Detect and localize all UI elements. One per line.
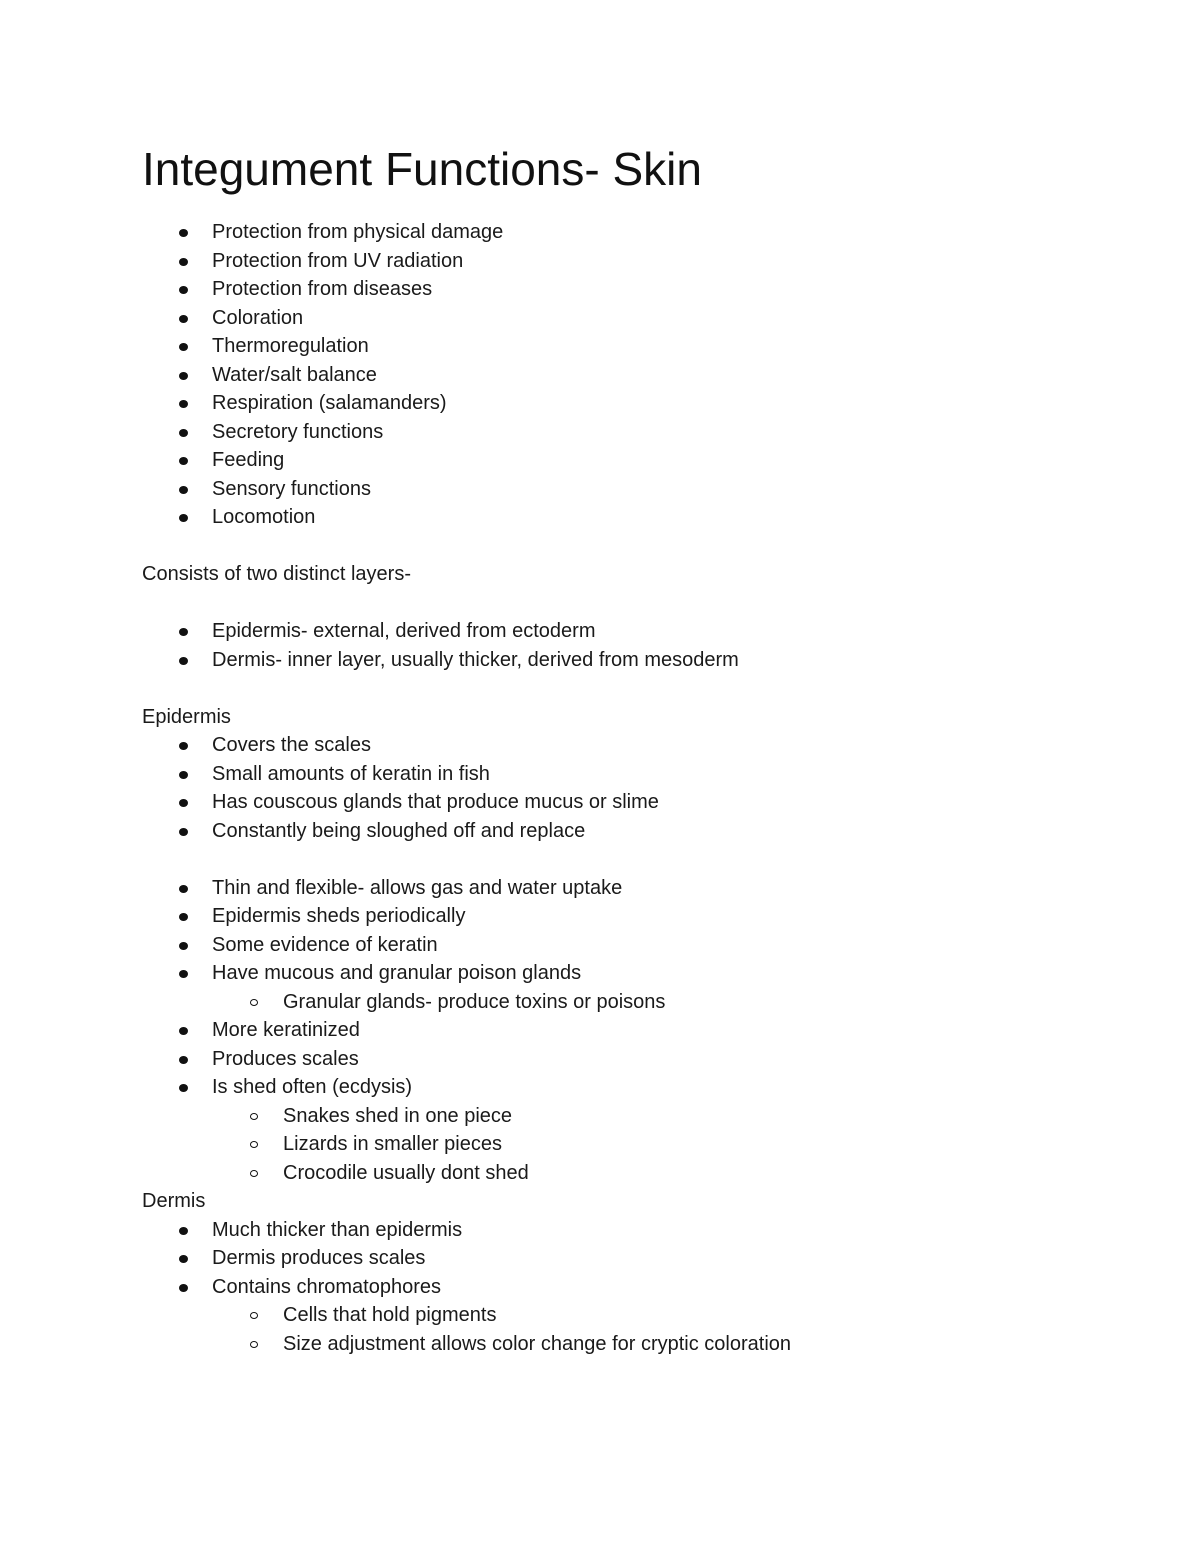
sub-list-item xyxy=(142,988,1102,1017)
spacer xyxy=(142,674,1102,703)
list-item-text: Cells that hold pigments xyxy=(283,1304,497,1326)
list-item-text: Lizards in smaller pieces xyxy=(283,1133,502,1155)
bullet-icon xyxy=(179,913,188,921)
circle-bullet-icon xyxy=(250,1141,258,1148)
list-item xyxy=(142,247,1102,276)
sub-list-item xyxy=(142,1130,1102,1159)
list-item-text: Protection from physical damage xyxy=(212,221,504,243)
layers-list xyxy=(142,617,1102,674)
list-item xyxy=(142,1073,1102,1102)
bullet-icon xyxy=(179,828,188,836)
list-item-text: Produces scales xyxy=(212,1047,359,1070)
list-item-text: Covers the scales xyxy=(212,734,371,756)
bullet-icon xyxy=(179,429,188,437)
bullet-icon xyxy=(179,258,188,266)
list-item xyxy=(142,931,1102,960)
list-item-text: Is shed often (ecdysis) xyxy=(212,1076,413,1098)
bullet-icon xyxy=(179,486,188,494)
bullet-icon xyxy=(179,400,188,408)
list-item-text: Dermis produces scales xyxy=(212,1247,426,1269)
circle-bullet-icon xyxy=(250,1341,258,1348)
list-item-text: Sensory functions xyxy=(212,477,371,500)
spacer xyxy=(142,589,1102,618)
spacer xyxy=(142,845,1102,874)
list-item-text: Respiration (salamanders) xyxy=(212,392,447,414)
list-item-text: Crocodile usually dont shed xyxy=(283,1161,529,1184)
list-item-text: Granular glands- produce toxins or poisons xyxy=(283,990,666,1013)
list-item xyxy=(142,1273,1102,1302)
bullet-icon xyxy=(179,885,188,893)
circle-bullet-icon xyxy=(250,1113,258,1120)
dermis-heading: Dermis xyxy=(142,1190,206,1212)
list-item xyxy=(142,788,1102,817)
list-item-text: Some evidence of keratin xyxy=(212,933,438,956)
layers-intro: Consists of two distinct layers- xyxy=(142,563,411,585)
list-item-text: Thermoregulation xyxy=(212,335,369,357)
list-item xyxy=(142,218,1102,247)
functions-list xyxy=(142,218,1102,532)
list-item-text: Have mucous and granular poison glands xyxy=(212,962,582,984)
list-item xyxy=(142,646,1102,675)
bullet-icon xyxy=(179,514,188,522)
list-item-text: Epidermis- external, derived from ectoderm xyxy=(212,620,596,642)
list-item xyxy=(142,902,1102,931)
bullet-icon xyxy=(179,742,188,750)
list-item xyxy=(142,1216,1102,1245)
page-title: Integument Functions- Skin xyxy=(142,143,702,195)
list-item-text: Dermis- inner layer, usually thicker, derived from mesoderm xyxy=(212,648,739,671)
list-item-text: Snakes shed in one piece xyxy=(283,1104,513,1127)
list-item-text: Secretory functions xyxy=(212,420,384,443)
list-item-text: More keratinized xyxy=(212,1019,360,1041)
bullet-icon xyxy=(179,771,188,779)
epidermis-amphibians-list xyxy=(142,874,1102,1188)
list-item xyxy=(142,617,1102,646)
bullet-icon xyxy=(179,286,188,294)
circle-bullet-icon xyxy=(250,1312,258,1319)
list-item xyxy=(142,817,1102,846)
list-item-text: Feeding xyxy=(212,449,285,471)
bullet-icon xyxy=(179,1284,188,1292)
list-item xyxy=(142,1016,1102,1045)
circle-bullet-icon xyxy=(250,999,258,1006)
list-item xyxy=(142,503,1102,532)
bullet-icon xyxy=(179,799,188,807)
bullet-icon xyxy=(179,343,188,351)
bullet-icon xyxy=(179,229,188,237)
bullet-icon xyxy=(179,628,188,636)
list-item xyxy=(142,418,1102,447)
bullet-icon xyxy=(179,457,188,465)
list-item xyxy=(142,760,1102,789)
list-item xyxy=(142,1045,1102,1074)
bullet-icon xyxy=(179,1084,188,1092)
list-item xyxy=(142,446,1102,475)
list-item-text: Water/salt balance xyxy=(212,363,377,386)
list-item xyxy=(142,304,1102,333)
sub-list-item xyxy=(142,1102,1102,1131)
list-item-text: Thin and flexible- allows gas and water uptake xyxy=(212,876,623,899)
bullet-icon xyxy=(179,657,188,665)
list-item xyxy=(142,1244,1102,1273)
list-item-text: Constantly being sloughed off and replace xyxy=(212,819,586,842)
list-item-text: Coloration xyxy=(212,306,304,329)
spacer xyxy=(142,532,1102,561)
bullet-icon xyxy=(179,1027,188,1035)
sub-list-item xyxy=(142,1330,1102,1359)
bullet-icon xyxy=(179,372,188,380)
list-item xyxy=(142,275,1102,304)
epidermis-fish-list xyxy=(142,731,1102,845)
list-item-text: Contains chromatophores xyxy=(212,1275,442,1298)
list-item-text: Epidermis sheds periodically xyxy=(212,905,466,927)
sub-list-item xyxy=(142,1159,1102,1188)
epidermis-heading: Epidermis xyxy=(142,705,231,728)
bullet-icon xyxy=(179,970,188,978)
list-item-text: Protection from UV radiation xyxy=(212,249,464,272)
list-item xyxy=(142,332,1102,361)
bullet-icon xyxy=(179,942,188,950)
list-item xyxy=(142,475,1102,504)
list-item-text: Has couscous glands that produce mucus or slime xyxy=(212,791,659,813)
circle-bullet-icon xyxy=(250,1170,258,1177)
list-item-text: Protection from diseases xyxy=(212,278,433,300)
list-item-text: Much thicker than epidermis xyxy=(212,1218,463,1241)
list-item-text: Size adjustment allows color change for cryptic coloration xyxy=(283,1332,792,1355)
bullet-icon xyxy=(179,1255,188,1263)
sub-list-item xyxy=(142,1301,1102,1330)
list-item xyxy=(142,361,1102,390)
bullet-icon xyxy=(179,1227,188,1235)
dermis-list xyxy=(142,1216,1102,1359)
document-page xyxy=(142,140,1102,1358)
list-item xyxy=(142,959,1102,988)
bullet-icon xyxy=(179,1056,188,1064)
list-item xyxy=(142,874,1102,903)
list-item xyxy=(142,389,1102,418)
bullet-icon xyxy=(179,315,188,323)
list-item-text: Locomotion xyxy=(212,506,316,528)
list-item xyxy=(142,731,1102,760)
list-item-text: Small amounts of keratin in fish xyxy=(212,762,490,785)
